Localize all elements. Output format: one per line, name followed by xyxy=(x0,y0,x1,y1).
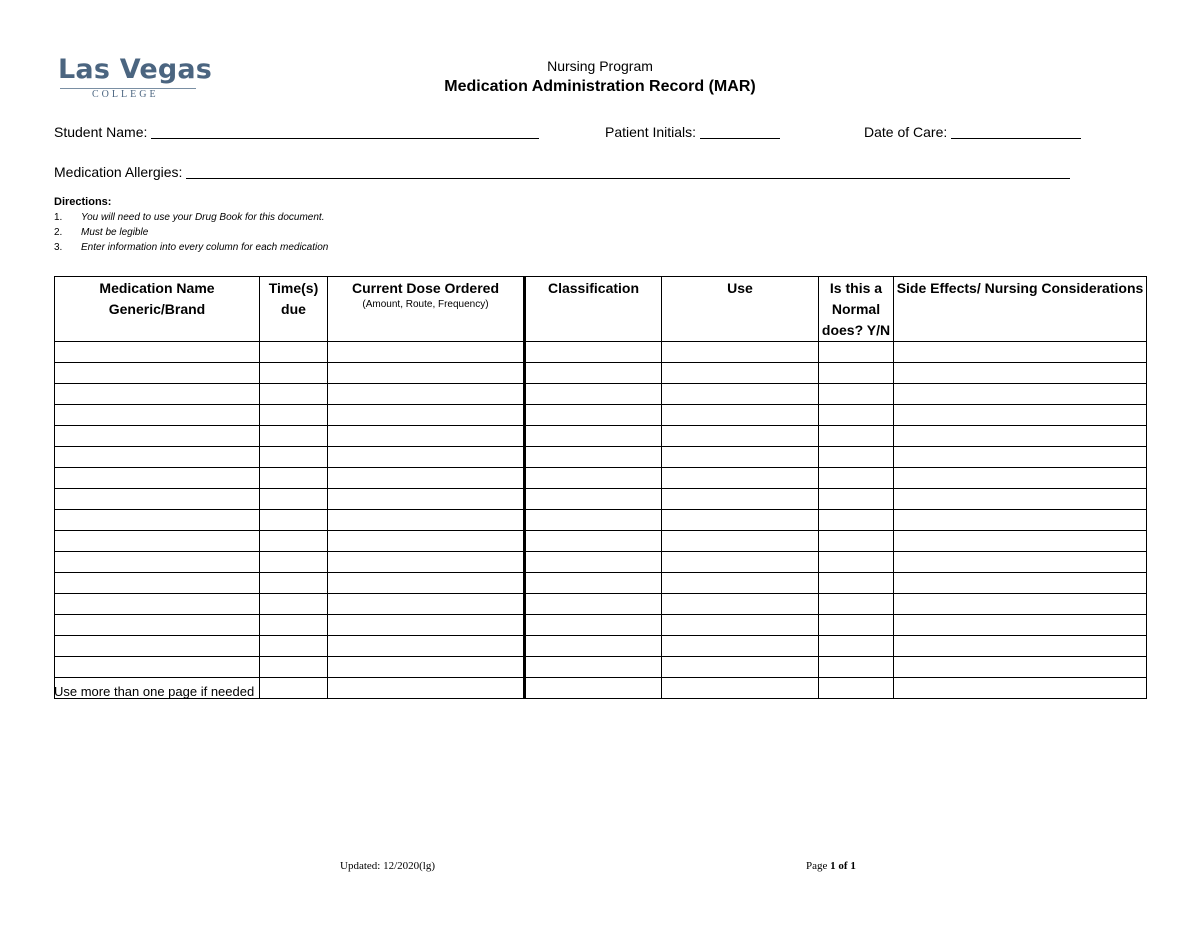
table-cell[interactable] xyxy=(525,510,662,531)
table-cell[interactable] xyxy=(819,342,894,363)
table-cell[interactable] xyxy=(819,678,894,699)
table-cell[interactable] xyxy=(819,615,894,636)
date-of-care-blank[interactable] xyxy=(951,124,1081,139)
header-times-due: Time(s) due xyxy=(260,277,328,342)
table-cell[interactable] xyxy=(819,447,894,468)
header-use: Use xyxy=(662,277,819,342)
table-cell[interactable] xyxy=(894,657,1147,678)
table-cell[interactable] xyxy=(662,573,819,594)
table-cell[interactable] xyxy=(328,552,525,573)
direction-item: 3. Enter information into every column for each medication xyxy=(54,242,329,253)
table-cell[interactable] xyxy=(894,594,1147,615)
table-cell[interactable] xyxy=(662,384,819,405)
table-cell[interactable] xyxy=(260,531,328,552)
medication-record-table xyxy=(54,276,1147,699)
direction-item: 2. Must be legible xyxy=(54,227,149,238)
table-cell[interactable] xyxy=(260,552,328,573)
table-cell[interactable] xyxy=(894,678,1147,699)
student-name-label: Student Name: xyxy=(54,124,148,140)
table-cell[interactable] xyxy=(819,489,894,510)
table-cell[interactable] xyxy=(894,342,1147,363)
student-name-field xyxy=(54,124,539,140)
table-cell[interactable] xyxy=(662,678,819,699)
table-cell[interactable] xyxy=(662,363,819,384)
table-cell[interactable] xyxy=(328,615,525,636)
table-cell[interactable] xyxy=(260,636,328,657)
table-cell[interactable] xyxy=(525,384,662,405)
footer-page-number: Page 1 of 1 xyxy=(806,860,856,872)
table-cell[interactable] xyxy=(328,510,525,531)
table-cell[interactable] xyxy=(894,615,1147,636)
table-cell[interactable] xyxy=(525,573,662,594)
table-row xyxy=(55,405,1147,426)
table-cell[interactable] xyxy=(328,636,525,657)
table-cell[interactable] xyxy=(55,615,260,636)
table-cell[interactable] xyxy=(525,405,662,426)
table-cell[interactable] xyxy=(260,405,328,426)
table-cell[interactable] xyxy=(662,342,819,363)
table-cell[interactable] xyxy=(55,405,260,426)
table-cell[interactable] xyxy=(894,510,1147,531)
table-cell[interactable] xyxy=(894,468,1147,489)
table-cell[interactable] xyxy=(328,573,525,594)
table-cell[interactable] xyxy=(260,678,328,699)
table-cell[interactable] xyxy=(662,552,819,573)
table-cell[interactable] xyxy=(55,510,260,531)
table-cell[interactable] xyxy=(894,363,1147,384)
program-name: Nursing Program xyxy=(547,58,653,74)
table-cell[interactable] xyxy=(525,531,662,552)
table-cell[interactable] xyxy=(525,657,662,678)
logo-subtitle: COLLEGE xyxy=(92,89,159,100)
document-title: Medication Administration Record (MAR) xyxy=(444,78,756,95)
table-cell[interactable] xyxy=(662,615,819,636)
table-row xyxy=(55,510,1147,531)
table-cell[interactable] xyxy=(328,594,525,615)
table-cell[interactable] xyxy=(525,615,662,636)
table-cell[interactable] xyxy=(525,594,662,615)
table-cell[interactable] xyxy=(55,489,260,510)
header-normal-dose: Is this a Normal does? Y/N xyxy=(819,277,894,342)
table-cell[interactable] xyxy=(525,468,662,489)
table-cell[interactable] xyxy=(819,531,894,552)
table-cell[interactable] xyxy=(260,615,328,636)
table-cell[interactable] xyxy=(894,552,1147,573)
header-dose-label: Current Dose Ordered xyxy=(351,280,500,296)
table-cell[interactable] xyxy=(55,447,260,468)
table-cell[interactable] xyxy=(328,426,525,447)
logo-wordmark: Las Vegas xyxy=(58,54,213,85)
header-dose-ordered xyxy=(328,277,525,342)
student-name-blank[interactable] xyxy=(151,124,539,139)
table-row xyxy=(55,468,1147,489)
table-cell[interactable] xyxy=(260,489,328,510)
table-cell[interactable] xyxy=(819,426,894,447)
table-row xyxy=(55,615,1147,636)
table-cell[interactable] xyxy=(55,531,260,552)
footer-updated: Updated: 12/2020(lg) xyxy=(340,860,436,872)
table-cell[interactable] xyxy=(55,657,260,678)
table-cell[interactable] xyxy=(662,468,819,489)
table-cell[interactable] xyxy=(328,468,525,489)
table-row xyxy=(55,447,1147,468)
table-cell[interactable] xyxy=(328,531,525,552)
table-cell[interactable] xyxy=(894,447,1147,468)
table-row xyxy=(55,552,1147,573)
table-row xyxy=(55,384,1147,405)
patient-initials-label: Patient Initials: xyxy=(605,124,697,140)
table-cell[interactable] xyxy=(819,594,894,615)
table-row xyxy=(55,342,1147,363)
table-row xyxy=(55,363,1147,384)
date-of-care-label: Date of Care: xyxy=(864,124,948,140)
table-cell[interactable] xyxy=(55,342,260,363)
table-cell[interactable] xyxy=(819,573,894,594)
table-cell[interactable] xyxy=(819,636,894,657)
table-cell[interactable] xyxy=(260,657,328,678)
table-cell[interactable] xyxy=(328,447,525,468)
table-cell[interactable] xyxy=(525,552,662,573)
table-cell[interactable] xyxy=(819,657,894,678)
table-cell[interactable] xyxy=(328,678,525,699)
table-cell[interactable] xyxy=(662,405,819,426)
table-cell[interactable] xyxy=(260,594,328,615)
directions-heading: Directions: xyxy=(54,196,112,208)
table-cell[interactable] xyxy=(55,426,260,447)
table-header-row xyxy=(55,277,1147,342)
table-cell[interactable] xyxy=(525,447,662,468)
header-classification: Classification xyxy=(525,277,662,342)
table-cell[interactable] xyxy=(260,342,328,363)
table-cell[interactable] xyxy=(525,342,662,363)
table-cell[interactable] xyxy=(55,384,260,405)
direction-item: 1. You will need to use your Drug Book for this document. xyxy=(54,212,325,223)
table-cell[interactable] xyxy=(894,489,1147,510)
patient-initials-field xyxy=(605,124,780,140)
table-cell[interactable] xyxy=(525,363,662,384)
table-cell[interactable] xyxy=(894,531,1147,552)
table-cell[interactable] xyxy=(894,384,1147,405)
table-cell[interactable] xyxy=(894,573,1147,594)
table-cell[interactable] xyxy=(55,363,260,384)
header-dose-sublabel: (Amount, Route, Frequency) xyxy=(362,299,489,310)
table-cell[interactable] xyxy=(819,384,894,405)
table-cell[interactable] xyxy=(819,510,894,531)
table-cell[interactable] xyxy=(260,363,328,384)
table-cell[interactable] xyxy=(55,552,260,573)
table-cell[interactable] xyxy=(662,636,819,657)
table-cell[interactable] xyxy=(662,510,819,531)
table-cell[interactable] xyxy=(525,678,662,699)
table-cell[interactable] xyxy=(525,489,662,510)
table-cell[interactable] xyxy=(819,405,894,426)
table-cell[interactable] xyxy=(894,405,1147,426)
table-cell[interactable] xyxy=(328,384,525,405)
table-cell[interactable] xyxy=(328,405,525,426)
table-cell[interactable] xyxy=(260,426,328,447)
table-cell[interactable] xyxy=(260,510,328,531)
table-cell[interactable] xyxy=(260,573,328,594)
table-cell[interactable] xyxy=(819,363,894,384)
medication-allergies-blank[interactable] xyxy=(186,164,1070,179)
table-body xyxy=(55,342,1147,699)
table-row xyxy=(55,657,1147,678)
table-cell[interactable] xyxy=(662,531,819,552)
medication-allergies-field xyxy=(54,164,1070,180)
table-row xyxy=(55,573,1147,594)
medication-allergies-label: Medication Allergies: xyxy=(54,164,183,180)
table-row xyxy=(55,426,1147,447)
note: Use more than one page if needed xyxy=(54,684,255,699)
table-cell[interactable] xyxy=(328,342,525,363)
directions xyxy=(54,196,328,255)
table-cell[interactable] xyxy=(894,426,1147,447)
table-cell[interactable] xyxy=(260,384,328,405)
table-cell[interactable] xyxy=(260,447,328,468)
table-cell[interactable] xyxy=(662,426,819,447)
table-cell[interactable] xyxy=(525,636,662,657)
table-cell[interactable] xyxy=(662,447,819,468)
table-cell[interactable] xyxy=(819,552,894,573)
table-cell[interactable] xyxy=(894,636,1147,657)
table-cell[interactable] xyxy=(328,489,525,510)
table-cell[interactable] xyxy=(662,657,819,678)
table-cell[interactable] xyxy=(819,468,894,489)
table-cell[interactable] xyxy=(662,489,819,510)
table-cell[interactable] xyxy=(328,363,525,384)
table-cell[interactable] xyxy=(662,594,819,615)
table-row xyxy=(55,636,1147,657)
table-row xyxy=(55,594,1147,615)
table-cell[interactable] xyxy=(55,636,260,657)
table-row xyxy=(55,531,1147,552)
header-side-effects: Side Effects/ Nursing Considerations xyxy=(894,277,1147,342)
date-of-care-field xyxy=(864,124,1081,140)
table-cell[interactable] xyxy=(55,468,260,489)
table-cell[interactable] xyxy=(55,594,260,615)
table-row xyxy=(55,489,1147,510)
table-cell[interactable] xyxy=(260,468,328,489)
table-cell[interactable] xyxy=(328,657,525,678)
table-cell[interactable] xyxy=(525,426,662,447)
patient-initials-blank[interactable] xyxy=(700,124,780,139)
header-medication-name: Medication Name Generic/Brand xyxy=(55,277,260,342)
table-cell[interactable] xyxy=(55,573,260,594)
